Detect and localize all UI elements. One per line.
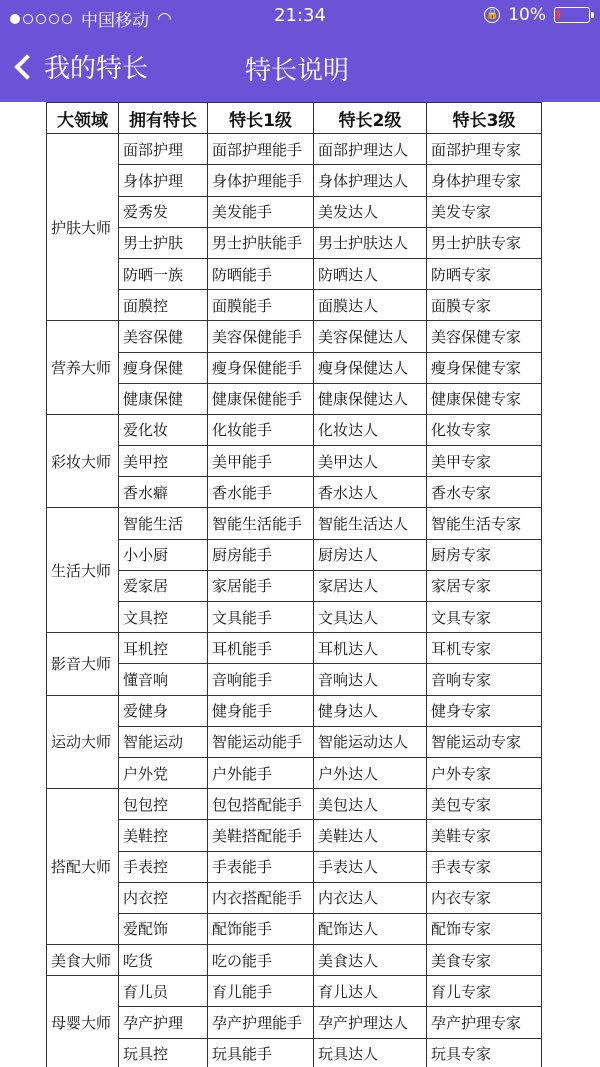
table-cell: 育儿达人 [314,976,427,1007]
table-cell: 防晒达人 [314,258,427,289]
table-cell: 耳机达人 [314,633,427,664]
table-cell: 香水能手 [208,477,314,508]
table-cell: 内衣专家 [427,882,542,913]
table-cell: 香水达人 [314,477,427,508]
table-cell: 厨房专家 [427,539,542,570]
table-cell: 孕产护理 [119,1007,208,1038]
table-cell: 化妆能手 [208,414,314,445]
wifi-icon: ◠ [157,8,172,29]
battery-area [484,5,590,25]
table-cell: 手表控 [119,851,208,882]
table-row [47,664,542,695]
table-cell: 香水专家 [427,477,542,508]
table-cell: 孕产护理达人 [314,1007,427,1038]
table-cell: 面部护理达人 [314,134,427,165]
table-cell: 配饰达人 [314,913,427,944]
table-cell: 美甲能手 [208,446,314,477]
battery-level [557,10,560,19]
table-cell: 智能运动达人 [314,726,427,757]
table-cell: 瘦身保健 [119,352,208,383]
table-cell: 面部护理专家 [427,134,542,165]
table-cell: 防晒能手 [208,258,314,289]
table-cell: 手表专家 [427,851,542,882]
table-cell: 面膜达人 [314,290,427,321]
table-cell: 耳机能手 [208,633,314,664]
table-cell: 吃の能手 [208,945,314,976]
category-cell: 营养大师 [47,321,119,415]
nav-bar [0,40,600,96]
table-row [47,258,542,289]
table-cell: 美发达人 [314,196,427,227]
table-cell: 智能运动 [119,726,208,757]
table-cell: 懂音响 [119,664,208,695]
table-cell: 美鞋专家 [427,820,542,851]
table-cell: 美容保健 [119,321,208,352]
table-cell: 美包达人 [314,789,427,820]
table-cell: 孕产护理专家 [427,1007,542,1038]
table-cell: 文具专家 [427,602,542,633]
table-cell: 爱化妆 [119,414,208,445]
table-row [47,165,542,196]
table-cell: 美鞋搭配能手 [208,820,314,851]
table-cell: 育儿员 [119,976,208,1007]
carrier-label: 中国移动 [81,11,149,31]
table-cell: 瘦身保健达人 [314,352,427,383]
table-cell: 香水癖 [119,477,208,508]
table-cell: 手表达人 [314,851,427,882]
table-cell: 健康保健 [119,383,208,414]
table-cell: 音响专家 [427,664,542,695]
table-cell: 育儿专家 [427,976,542,1007]
rotation-lock-icon: 🔒 [484,7,500,23]
app-header [0,0,600,102]
table-cell: 家居能手 [208,570,314,601]
back-label: 我的特长 [44,54,149,84]
table-cell: 家居达人 [314,570,427,601]
table-cell: 健身专家 [427,695,542,726]
header-cell: 拥有特长 [119,103,208,134]
table-row [47,570,542,601]
table-cell: 健康保健能手 [208,383,314,414]
table-cell: 瘦身保健能手 [208,352,314,383]
table-row [47,633,542,664]
table-cell: 身体护理能手 [208,165,314,196]
table-cell: 智能运动能手 [208,726,314,757]
table-cell: 身体护理 [119,165,208,196]
chevron-left-icon [14,54,39,79]
table-row [47,1007,542,1038]
table-cell: 男士护肤达人 [314,227,427,258]
table-cell: 音响能手 [208,664,314,695]
table-cell: 化妆专家 [427,414,542,445]
table-row [47,913,542,944]
table-cell: 美发专家 [427,196,542,227]
table-cell: 身体护理达人 [314,165,427,196]
table-cell: 配饰专家 [427,913,542,944]
table-cell: 吃货 [119,945,208,976]
table-cell: 爱家居 [119,570,208,601]
table-cell: 美发能手 [208,196,314,227]
table-row [47,726,542,757]
table-cell: 智能运动专家 [427,726,542,757]
page-title: 特长说明 [245,56,350,86]
category-cell: 美食大师 [47,945,119,976]
table-cell: 健康保健专家 [427,383,542,414]
table-cell: 内衣控 [119,882,208,913]
table-cell: 内衣达人 [314,882,427,913]
table-cell: 智能生活达人 [314,508,427,539]
table-cell: 配饰能手 [208,913,314,944]
header-cell: 特长1级 [208,103,314,134]
category-cell: 运动大师 [47,695,119,789]
table-row [47,134,542,165]
table-cell: 防晒专家 [427,258,542,289]
table-cell: 智能生活能手 [208,508,314,539]
table-cell: 爱健身 [119,695,208,726]
table-cell: 文具控 [119,602,208,633]
category-cell: 母婴大师 [47,976,119,1067]
table-row [47,851,542,882]
table-cell: 包包搭配能手 [208,789,314,820]
table-cell: 面膜专家 [427,290,542,321]
table-row [47,757,542,788]
table-cell: 美鞋控 [119,820,208,851]
table-cell: 美食专家 [427,945,542,976]
table-cell: 耳机控 [119,633,208,664]
table-cell: 内衣搭配能手 [208,882,314,913]
table-cell: 健身达人 [314,695,427,726]
table-cell: 美食达人 [314,945,427,976]
category-cell: 护肤大师 [47,134,119,321]
table-row [47,477,542,508]
table-cell: 厨房能手 [208,539,314,570]
header-cell: 大领域 [47,103,119,134]
table-row [47,321,542,352]
table-row [47,290,542,321]
table-cell: 玩具能手 [208,1038,314,1067]
table-cell: 音响达人 [314,664,427,695]
table-cell: 美容保健达人 [314,321,427,352]
table-cell: 美甲达人 [314,446,427,477]
table-cell: 瘦身保健专家 [427,352,542,383]
table-row [47,539,542,570]
table-cell: 美容保健专家 [427,321,542,352]
table-cell: 育儿能手 [208,976,314,1007]
table-cell: 户外达人 [314,757,427,788]
battery-percent: 10% [508,5,546,25]
table-cell: 玩具达人 [314,1038,427,1067]
table-cell: 户外专家 [427,757,542,788]
table-row [47,383,542,414]
skills-table [46,102,541,1067]
category-cell: 影音大师 [47,633,119,695]
table-cell: 文具能手 [208,602,314,633]
table-cell: 防晒一族 [119,258,208,289]
table-cell: 爱配饰 [119,913,208,944]
table-cell: 面膜能手 [208,290,314,321]
table-cell: 玩具专家 [427,1038,542,1067]
table-cell: 小小厨 [119,539,208,570]
table-row [47,882,542,913]
table-cell: 美甲专家 [427,446,542,477]
table-cell: 健身能手 [208,695,314,726]
back-button[interactable] [10,48,148,85]
table-row [47,945,542,976]
table-cell: 包包控 [119,789,208,820]
header-cell: 特长2级 [314,103,427,134]
table-cell: 美容保健能手 [208,321,314,352]
category-cell: 生活大师 [47,508,119,633]
table-row [47,602,542,633]
table-row [47,227,542,258]
table-cell: 美甲控 [119,446,208,477]
table-cell: 健康保健达人 [314,383,427,414]
table-cell: 智能生活专家 [427,508,542,539]
table-cell: 面部护理 [119,134,208,165]
table-row [47,1038,542,1067]
table-cell: 孕产护理能手 [208,1007,314,1038]
table-row [47,196,542,227]
table-cell: 化妆达人 [314,414,427,445]
category-cell: 彩妆大师 [47,414,119,508]
table-row [47,695,542,726]
table-cell: 家居专家 [427,570,542,601]
header-cell: 特长3级 [427,103,542,134]
table-row [47,820,542,851]
table-cell: 户外能手 [208,757,314,788]
table-cell: 智能生活 [119,508,208,539]
table-row [47,508,542,539]
table-row [47,789,542,820]
table-header-row [47,103,542,134]
category-cell: 搭配大师 [47,789,119,945]
table-row [47,446,542,477]
table-cell: 户外党 [119,757,208,788]
table-cell: 耳机专家 [427,633,542,664]
table-cell: 男士护肤 [119,227,208,258]
table-row [47,352,542,383]
table-cell: 身体护理专家 [427,165,542,196]
table-cell: 美包专家 [427,789,542,820]
battery-icon [554,7,590,23]
table-cell: 面部护理能手 [208,134,314,165]
table-cell: 男士护肤专家 [427,227,542,258]
table-cell: 玩具控 [119,1038,208,1067]
table-cell: 面膜控 [119,290,208,321]
table-cell: 男士护肤能手 [208,227,314,258]
table-row [47,976,542,1007]
table-cell: 美鞋达人 [314,820,427,851]
clock: 21:34 [274,5,326,26]
table-cell: 手表能手 [208,851,314,882]
table-row [47,414,542,445]
table-cell: 文具达人 [314,602,427,633]
table-cell: 厨房达人 [314,539,427,570]
status-bar [0,0,600,34]
table-cell: 爱秀发 [119,196,208,227]
